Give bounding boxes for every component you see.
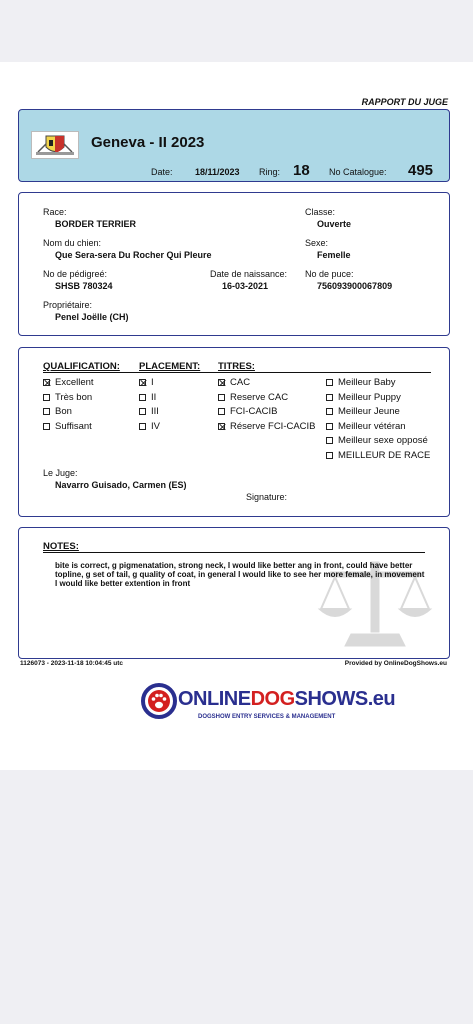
race-value: BORDER TERRIER	[55, 219, 137, 229]
judge-label: Le Juge:	[43, 468, 78, 478]
placement-option-label: I	[151, 377, 154, 388]
placement-option	[139, 377, 154, 388]
catalogue-value: 495	[408, 162, 434, 179]
award-option	[326, 377, 396, 388]
placement-header: PLACEMENT:	[139, 361, 201, 372]
unchecked-box-icon	[139, 408, 146, 415]
notes-text: bite is correct, g pigmenatation, strong neck, I would like better ang in front, could have better topline, g set of tail, g quality of coat, in general I would like to see her more female, in movement I would like better extention in front	[55, 561, 425, 589]
date-value: 18/11/2023	[195, 167, 240, 177]
award-option-label: Meilleur Baby	[338, 377, 396, 388]
unchecked-box-icon	[218, 408, 225, 415]
qualification-option	[43, 377, 94, 388]
catalogue-label: No Catalogue:	[329, 167, 387, 177]
pedigree-value: SHSB 780324	[55, 281, 113, 291]
title-option	[218, 406, 278, 417]
award-option-label: MEILLEUR DE RACE	[338, 449, 431, 461]
award-option	[326, 450, 430, 461]
unchecked-box-icon	[43, 394, 50, 401]
pedigree-label: No de pédigreé:	[43, 269, 108, 279]
unchecked-box-icon	[326, 394, 333, 401]
chip-label: No de puce:	[305, 269, 354, 279]
logo-online: ONLINE	[178, 688, 251, 710]
titles-header: TITRES:	[218, 361, 255, 372]
qualification-option-label: Très bon	[55, 391, 93, 403]
qualification-option	[43, 406, 72, 417]
birth-date-label: Date de naissance:	[210, 269, 288, 279]
race-label: Race:	[43, 207, 67, 217]
award-option	[326, 406, 400, 417]
unchecked-box-icon	[139, 423, 146, 430]
owner-label: Propriétaire:	[43, 300, 93, 310]
qualification-header: QUALIFICATION:	[43, 361, 120, 372]
placement-option-label: III	[151, 406, 159, 417]
ring-label: Ring:	[259, 167, 281, 177]
placement-option-label: II	[151, 391, 157, 403]
title-option	[218, 392, 288, 403]
paw-icon	[140, 682, 178, 725]
award-option-label: Meilleur Puppy	[338, 391, 401, 403]
checked-box-icon	[218, 423, 225, 430]
unchecked-box-icon	[43, 423, 50, 430]
sexe-value: Femelle	[317, 250, 351, 260]
date-label: Date:	[151, 167, 173, 177]
checked-box-icon	[43, 379, 50, 386]
award-option	[326, 435, 428, 446]
event-header	[18, 109, 450, 182]
logo-dog: DOG	[250, 688, 295, 710]
report-sheet	[0, 62, 473, 770]
event-title: Geneva - II 2023	[91, 134, 205, 151]
sexe-label: Sexe:	[305, 238, 329, 248]
onlinedogshows-logo[interactable]	[140, 682, 396, 728]
placement-option	[139, 392, 156, 403]
placement-option	[139, 406, 159, 417]
title-option-label: FCI-CACIB	[230, 406, 278, 417]
unchecked-box-icon	[326, 452, 333, 459]
title-option-label: CAC	[230, 377, 251, 388]
checked-box-icon	[218, 379, 225, 386]
owner-value: Penel Joëlle (CH)	[55, 312, 129, 322]
logo-subtitle: DOGSHOW ENTRY SERVICES & MANAGEMENT	[198, 714, 336, 720]
qualification-option-label: Bon	[55, 406, 72, 417]
classe-value: Ouverte	[317, 219, 352, 229]
unchecked-box-icon	[218, 394, 225, 401]
placement-option	[139, 421, 160, 432]
unchecked-box-icon	[43, 408, 50, 415]
award-option-label: Meilleur sexe opposé	[338, 435, 428, 446]
qualification-option	[43, 421, 92, 432]
unchecked-box-icon	[326, 408, 333, 415]
dog-name-label: Nom du chien:	[43, 238, 102, 248]
provider-credit: Provided by OnlineDogShows.eu	[344, 660, 447, 667]
title-option-label: Réserve FCI-CACIB	[230, 420, 316, 432]
award-option-label: Meilleur Jeune	[338, 406, 400, 417]
award-option	[326, 392, 401, 403]
birth-date-value: 16-03-2021	[222, 281, 269, 291]
notes-header: NOTES:	[43, 541, 79, 552]
notes-underline	[43, 552, 425, 553]
unchecked-box-icon	[326, 423, 333, 430]
chip-value: 756093900067809	[317, 281, 393, 291]
geneva-crest-icon	[31, 131, 79, 159]
qualification-option	[43, 392, 92, 403]
award-option-label: Meilleur vétéran	[338, 420, 406, 432]
title-option-label: Reserve CAC	[230, 391, 289, 403]
header-underline	[43, 372, 431, 373]
judge-value: Navarro Guisado, Carmen (ES)	[55, 480, 187, 490]
checked-box-icon	[139, 379, 146, 386]
record-id-timestamp: 1126073 - 2023-11-18 10:04:45 utc	[20, 660, 123, 667]
results-section	[18, 347, 450, 517]
title-option	[218, 421, 316, 432]
unchecked-box-icon	[326, 437, 333, 444]
classe-label: Classe:	[305, 207, 336, 217]
dog-details	[18, 192, 450, 336]
logo-tld: .eu	[367, 688, 396, 710]
logo-shows: SHOWS	[294, 688, 368, 710]
report-title: RAPPORT DU JUGE	[361, 97, 448, 107]
signature-label: Signature:	[246, 492, 288, 502]
unchecked-box-icon	[139, 394, 146, 401]
unchecked-box-icon	[326, 379, 333, 386]
qualification-option-label: Suffisant	[55, 420, 92, 432]
title-option	[218, 377, 250, 388]
logo-wordmark	[178, 688, 395, 711]
dog-name-value: Que Sera-sera Du Rocher Qui Pleure	[55, 250, 212, 260]
award-option	[326, 421, 406, 432]
qualification-option-label: Excellent	[55, 377, 94, 388]
notes-section	[18, 527, 450, 659]
ring-value: 18	[293, 162, 310, 179]
placement-option-label: IV	[151, 420, 160, 432]
